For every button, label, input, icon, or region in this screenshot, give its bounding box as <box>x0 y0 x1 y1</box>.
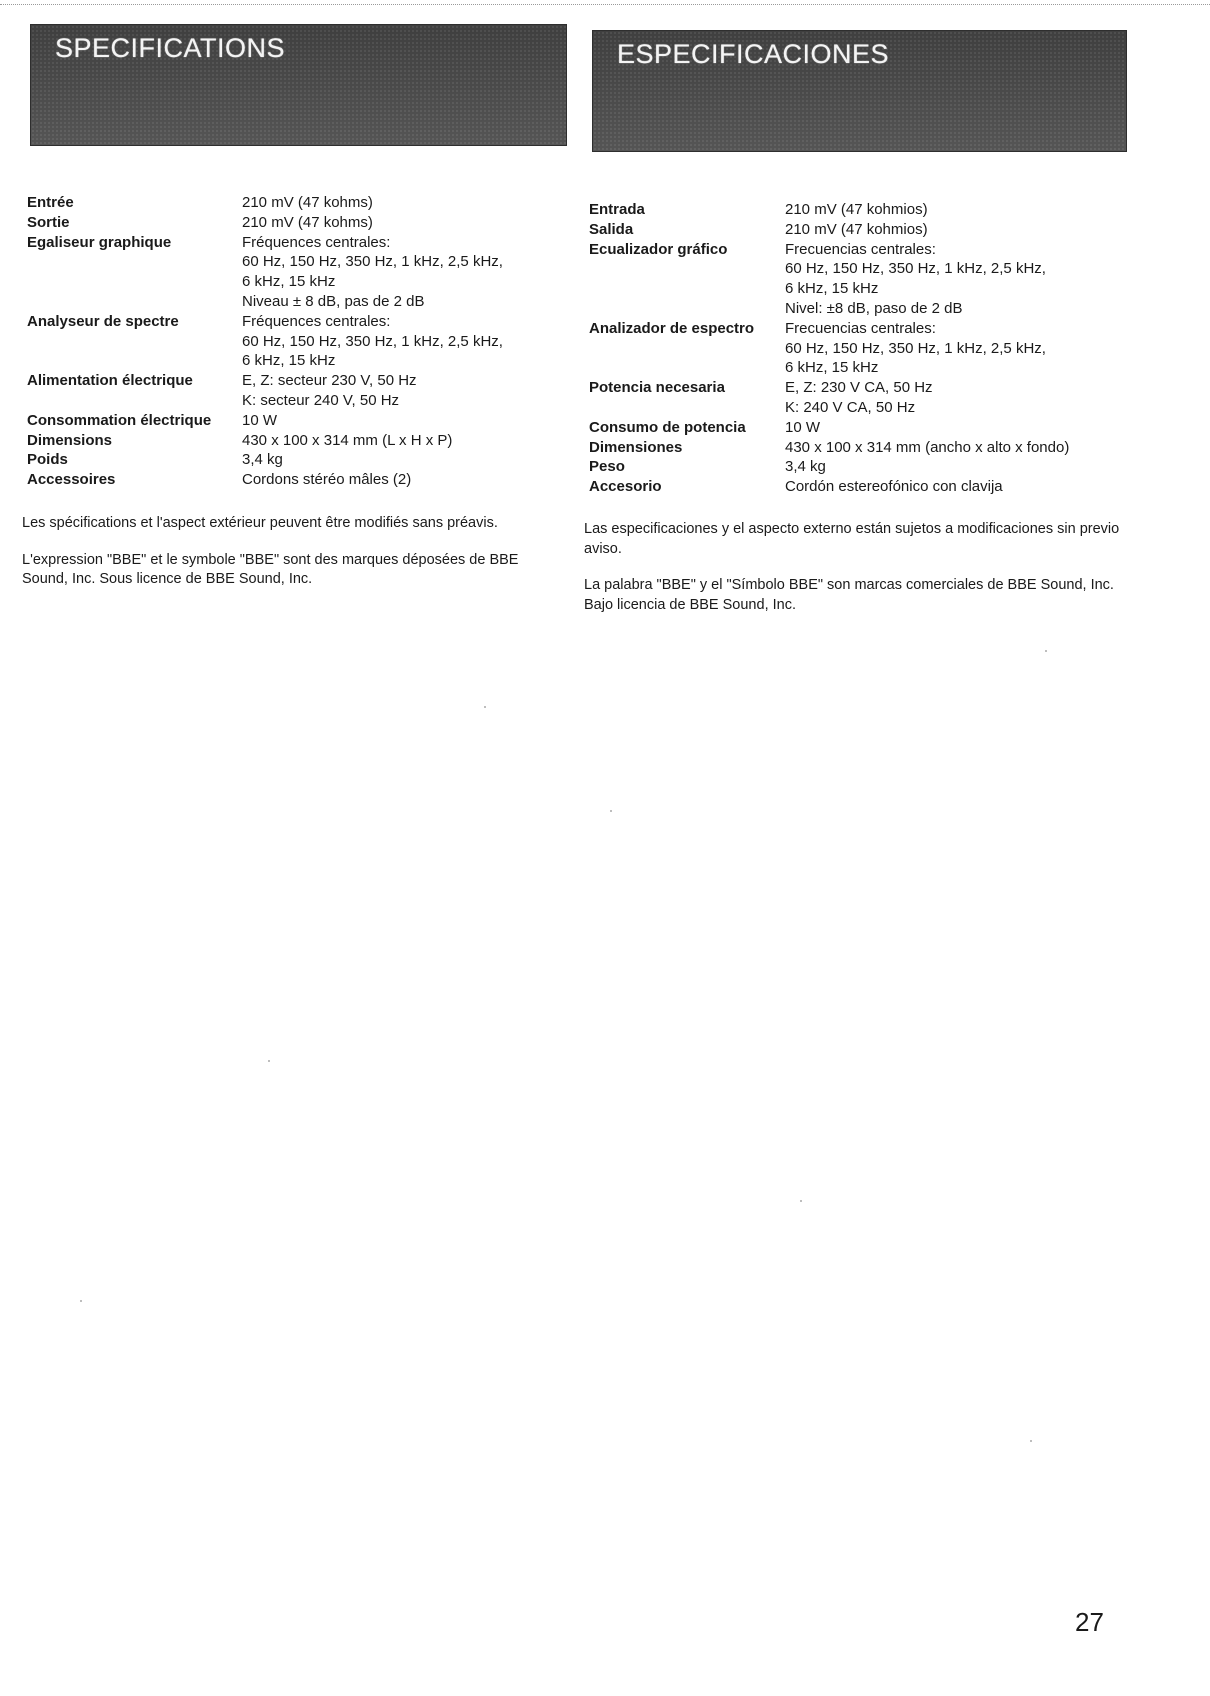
spec-value: 210 mV (47 kohms) <box>242 213 373 231</box>
top-rule <box>0 4 1210 5</box>
spec-row <box>27 411 572 431</box>
spec-row <box>589 418 1129 438</box>
spec-value: 430 x 100 x 314 mm (L x H x P) <box>242 431 453 449</box>
spec-label: Entrée <box>27 194 74 211</box>
spec-row <box>589 477 1129 497</box>
spec-row <box>27 431 572 451</box>
spanish-title: ESPECIFICACIONES <box>617 39 890 69</box>
spec-value: E, Z: secteur 230 V, 50 Hz K: secteur 240 V, 50 Hz <box>242 372 417 409</box>
french-spec-list <box>27 193 572 490</box>
spec-value: Cordón estereofónico con clavija <box>785 478 1003 496</box>
spec-row <box>589 378 1129 418</box>
spec-value: 430 x 100 x 314 mm (ancho x alto x fondo) <box>785 438 1070 456</box>
scan-speck <box>610 810 612 812</box>
spec-value: Frecuencias centrales: 60 Hz, 150 Hz, 350 Hz, 1 kHz, 2,5 kHz, 6 kHz, 15 kHz <box>785 319 1046 377</box>
spec-row <box>27 450 572 470</box>
spec-label: Accesorio <box>589 478 662 496</box>
spec-row <box>27 213 572 233</box>
spec-label: Alimentation électrique <box>27 372 193 390</box>
spec-label: Salida <box>589 220 634 238</box>
spec-label: Dimensions <box>27 431 113 449</box>
spec-value: Fréquences centrales: 60 Hz, 150 Hz, 350 Hz, 1 kHz, 2,5 kHz, 6 kHz, 15 kHz Niveau ± 8 dB, pas de 2 dB <box>242 233 503 310</box>
scan-speck <box>484 706 486 708</box>
spec-label: Accessoires <box>27 471 116 489</box>
scan-speck <box>800 1200 802 1202</box>
spec-row <box>27 470 572 490</box>
french-note-paragraph: Les spécifications et l'aspect extérieur peuvent être modifiés sans préavis. <box>22 515 498 531</box>
french-title-banner <box>30 24 567 146</box>
french-title: SPECIFICATIONS <box>55 33 286 63</box>
spec-value: 3,4 kg <box>242 451 283 469</box>
spanish-spec-list <box>589 200 1129 497</box>
spec-row <box>589 457 1129 477</box>
spec-value: Fréquences centrales: 60 Hz, 150 Hz, 350 Hz, 1 kHz, 2,5 kHz, 6 kHz, 15 kHz <box>242 312 503 370</box>
spec-label: Potencia necesaria <box>589 379 725 397</box>
spec-row <box>589 438 1129 458</box>
spec-row <box>589 240 1129 319</box>
spec-label: Consommation électrique <box>27 411 212 429</box>
spec-value: 3,4 kg <box>785 458 826 476</box>
spec-label: Dimensiones <box>589 438 683 456</box>
spec-value: 210 mV (47 kohmios) <box>785 201 928 218</box>
scan-speck <box>268 1060 270 1062</box>
spanish-title-banner <box>592 30 1127 152</box>
spec-label: Consumo de potencia <box>589 418 746 436</box>
spec-row <box>589 200 1129 220</box>
spanish-notes <box>584 520 1124 632</box>
french-notes <box>22 514 567 607</box>
scan-speck <box>1030 1440 1032 1442</box>
spec-label: Sortie <box>27 213 70 231</box>
spec-label: Poids <box>27 451 68 469</box>
scan-speck <box>80 1300 82 1302</box>
spec-value: 10 W <box>242 411 278 429</box>
spec-label: Ecualizador gráfico <box>589 240 728 258</box>
page-number: 27 <box>1075 1607 1104 1637</box>
spec-value: 210 mV (47 kohms) <box>242 194 373 211</box>
spec-value: Frecuencias centrales: 60 Hz, 150 Hz, 350 Hz, 1 kHz, 2,5 kHz, 6 kHz, 15 kHz Nivel: ±8 dB, paso de 2 dB <box>785 240 1046 317</box>
spec-row <box>27 312 572 371</box>
spec-row <box>27 193 572 213</box>
spanish-note-paragraph: Las especificaciones y el aspecto externo están sujetos a modificaciones sin previo aviso. <box>584 521 1120 557</box>
french-note-paragraph: L'expression "BBE" et le symbole "BBE" sont des marques déposées de BBE Sound, Inc. Sous licence de BBE Sound, Inc. <box>22 551 519 587</box>
spec-value: 10 W <box>785 418 821 436</box>
spec-label: Analizador de espectro <box>589 319 755 337</box>
spec-label: Egaliseur graphique <box>27 233 172 251</box>
scan-speck <box>1045 650 1047 652</box>
spec-row <box>589 220 1129 240</box>
spanish-note-paragraph: La palabra "BBE" y el "Símbolo BBE" son marcas comerciales de BBE Sound, Inc. Bajo licencia de BBE Sound, Inc. <box>584 577 1114 613</box>
spec-value: Cordons stéréo mâles (2) <box>242 471 412 489</box>
spec-label: Analyseur de spectre <box>27 312 179 330</box>
spec-value: E, Z: 230 V CA, 50 Hz K: 240 V CA, 50 Hz <box>785 379 933 416</box>
spec-row <box>27 371 572 411</box>
spec-row <box>589 319 1129 378</box>
spec-value: 210 mV (47 kohmios) <box>785 220 928 238</box>
spec-label: Peso <box>589 458 625 476</box>
spec-label: Entrada <box>589 201 645 218</box>
spec-row <box>27 233 572 312</box>
